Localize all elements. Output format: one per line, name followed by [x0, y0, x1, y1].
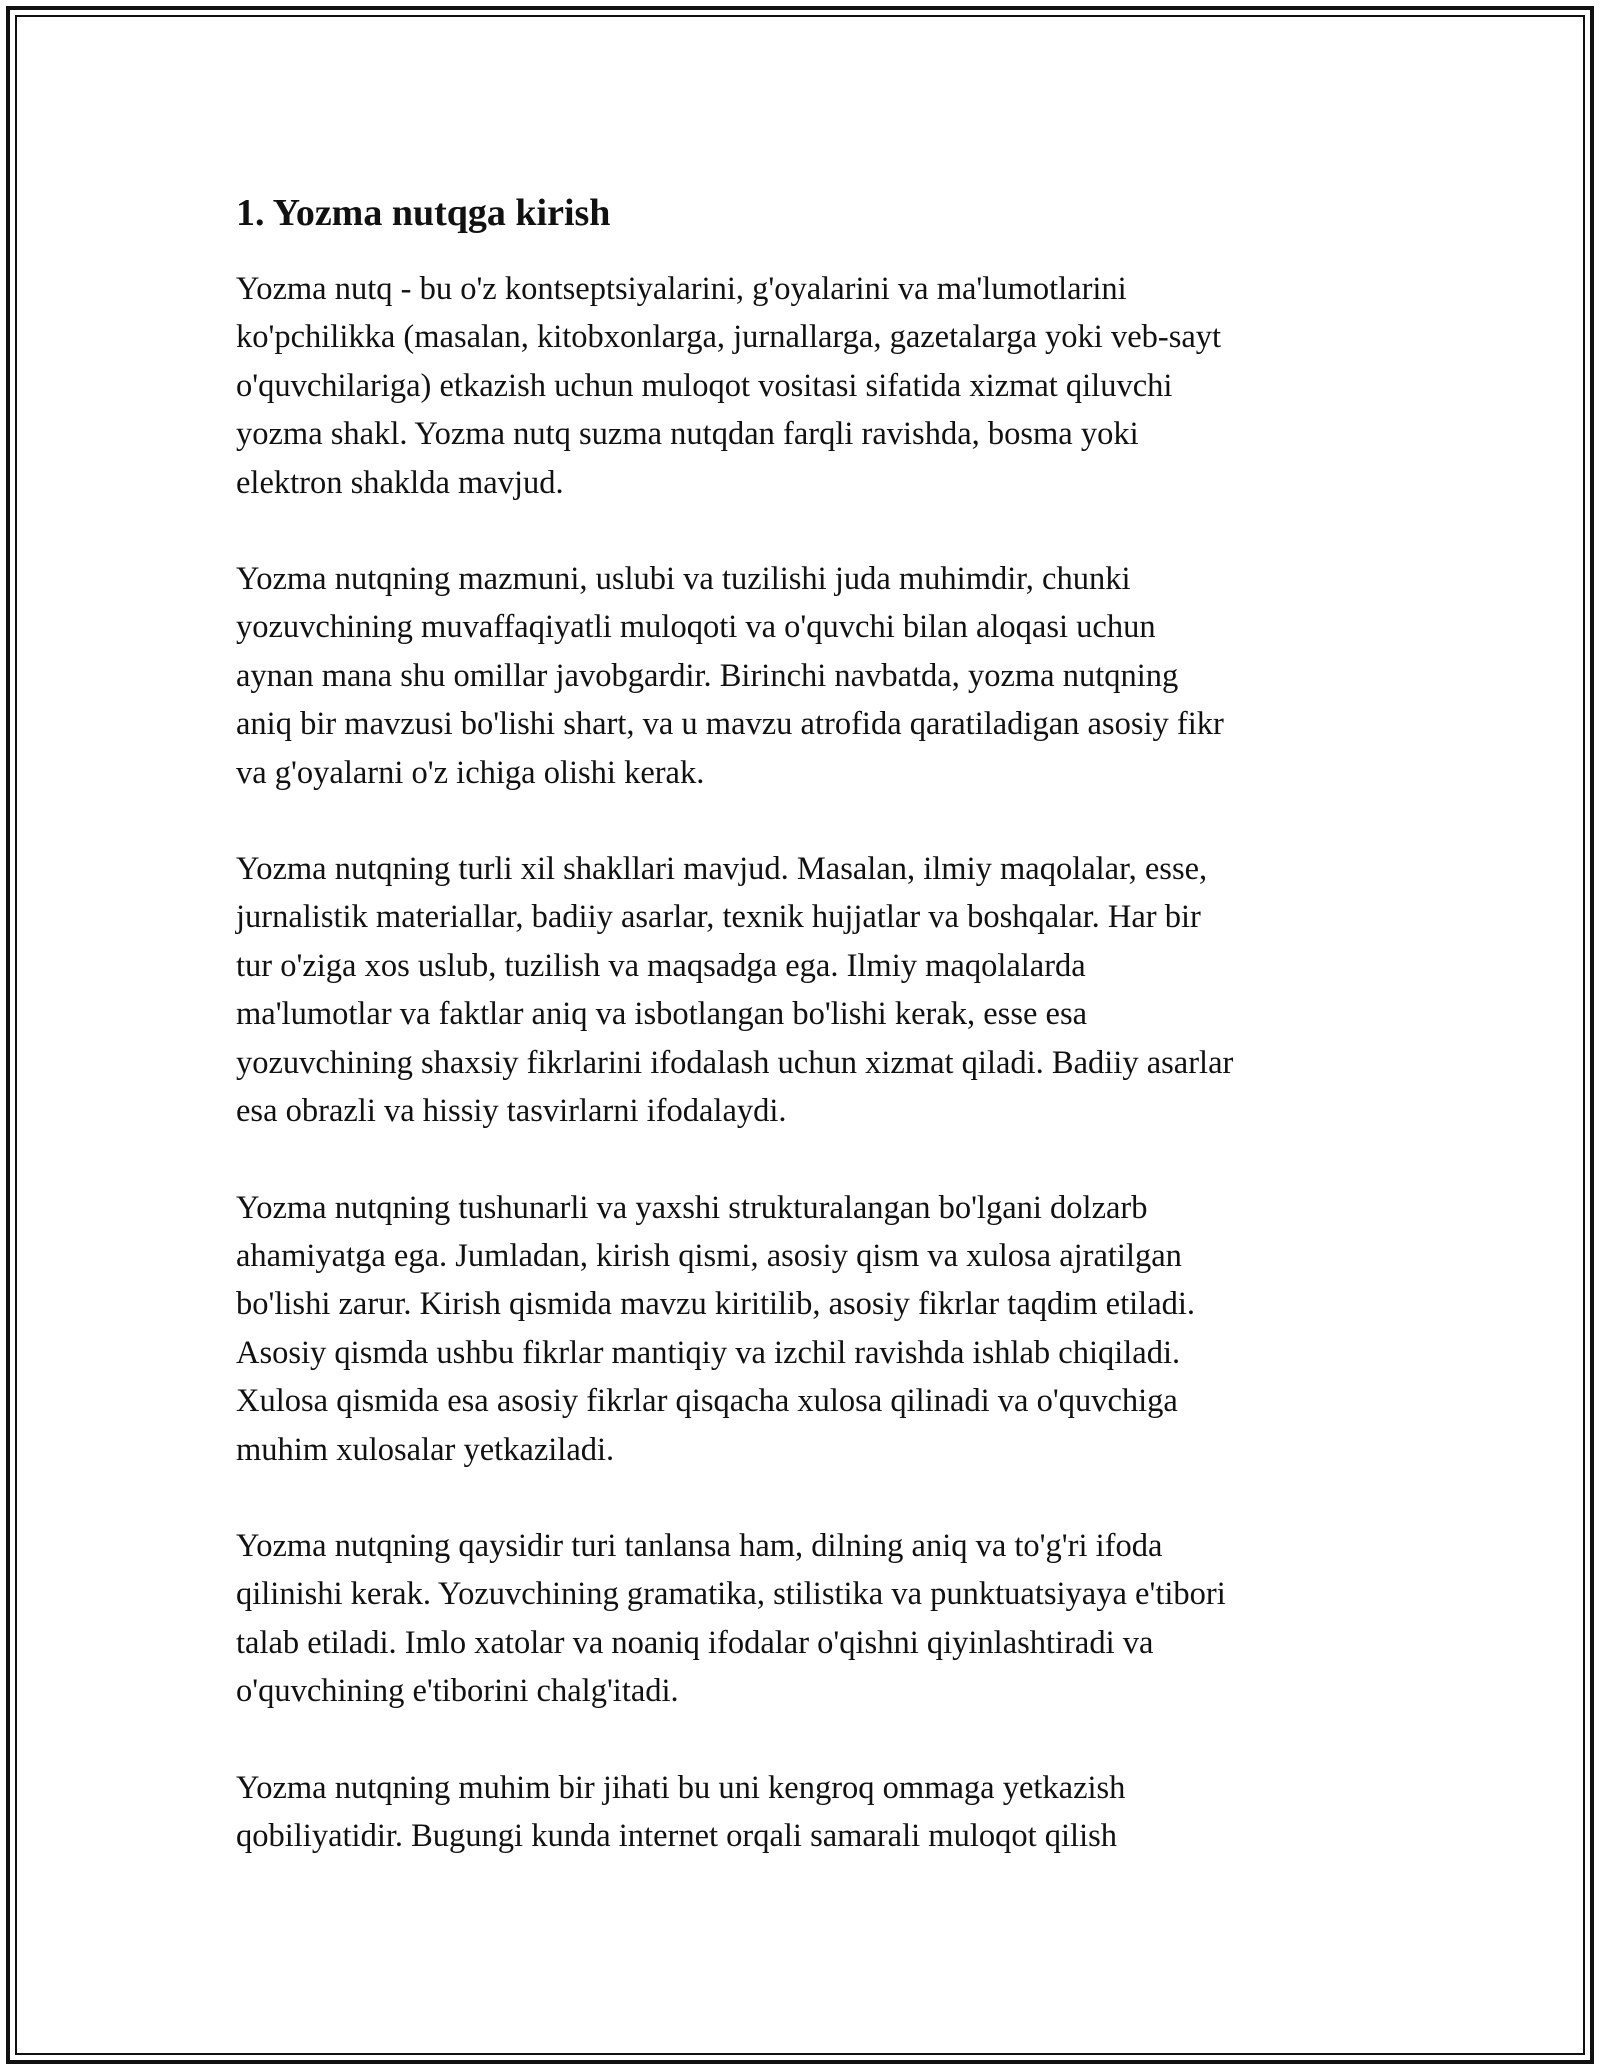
text-line: elektron shaklda mavjud.: [236, 464, 564, 501]
text-line: ahamiyatga ega. Jumladan, kirish qismi, asosiy qism va xulosa ajratilgan: [236, 1237, 1182, 1274]
text-line: esa obrazli va hissiy tasvirlarni ifodalaydi.: [236, 1093, 787, 1130]
text-line: Yozma nutqning qaysidir turi tanlansa ham, dilning aniq va to'g'ri ifoda: [236, 1527, 1163, 1564]
text-line: o'quvchining e'tiborini chalg'itadi.: [236, 1673, 679, 1710]
paragraph-6: [236, 1764, 1376, 1861]
text-line: aynan mana shu omillar javobgardir. Birinchi navbatda, yozma nutqning: [236, 657, 1179, 694]
text-line: Yozma nutq - bu o'z kontseptsiyalarini, g'oyalarini va ma'lumotlarini: [236, 271, 1127, 307]
text-line: Yozma nutqning tushunarli va yaxshi strukturalangan bo'lgani dolzarb: [236, 1189, 1148, 1226]
paragraph-5: [236, 1522, 1376, 1716]
text-line: yozuvchining muvaffaqiyatli muloqoti va o'quvchi bilan aloqasi uchun: [236, 609, 1156, 646]
text-line: yozuvchining shaxsiy fikrlarini ifodalash uchun xizmat qiladi. Badiiy asarlar: [236, 1044, 1234, 1081]
text-line: jurnalistik materiallar, badiiy asarlar, texnik hujjatlar va boshqalar. Har bir: [236, 899, 1201, 936]
text-line: Yozma nutqning turli xil shakllari mavjud. Masalan, ilmiy maqolalar, esse,: [236, 851, 1208, 888]
text-line: bo'lishi zarur. Kirish qismida mavzu kiritilib, asosiy fikrlar taqdim etiladi.: [236, 1286, 1196, 1323]
text-line: ko'pchilikka (masalan, kitobxonlarga, jurnallarga, gazetalarga yoki veb-sayt: [236, 319, 1222, 356]
paragraph-3: [236, 845, 1376, 1135]
text-line: Yozma nutqning muhim bir jihati bu uni kengroq ommaga yetkazish: [236, 1769, 1126, 1806]
text-line: qobiliyatidir. Bugungi kunda internet orqali samarali muloqot qilish: [236, 1817, 1117, 1854]
text-line: Yozma nutqning mazmuni, uslubi va tuzilishi juda muhimdir, chunki: [236, 561, 1131, 598]
document-body: [236, 183, 1376, 1860]
text-line: o'quvchilariga) etkazish uchun muloqot vositasi sifatida xizmat qiluvchi: [236, 367, 1173, 404]
text-line: talab etiladi. Imlo xatolar va noaniq ifodalar o'qishni qiyinlashtiradi va: [236, 1624, 1154, 1661]
text-line: yozma shakl. Yozma nutq suzma nutqdan farqli ravishda, bosma yoki: [236, 416, 1139, 453]
text-line: tur o'ziga xos uslub, tuzilish va maqsadga ega. Ilmiy maqolalarda: [236, 947, 1086, 984]
text-line: Xulosa qismida esa asosiy fikrlar qisqacha xulosa qilinadi va o'quvchiga: [236, 1383, 1178, 1420]
paragraph-1: [236, 265, 1376, 507]
paragraph-4: [236, 1184, 1376, 1474]
text-line: va g'oyalarni o'z ichiga olishi kerak.: [236, 754, 705, 791]
text-line: qilinishi kerak. Yozuvchining gramatika, stilistika va punktuatsiyaya e'tibori: [236, 1576, 1226, 1613]
section-heading: 1. Yozma nutqga kirish: [236, 192, 611, 234]
paragraph-2: [236, 555, 1376, 797]
text-line: muhim xulosalar yetkaziladi.: [236, 1431, 615, 1468]
text-line: aniq bir mavzusi bo'lishi shart, va u mavzu atrofida qaratiladigan asosiy fikr: [236, 706, 1224, 743]
text-line: ma'lumotlar va faktlar aniq va isbotlangan bo'lishi kerak, esse esa: [236, 996, 1088, 1033]
text-line: Asosiy qismda ushbu fikrlar mantiqiy va izchil ravishda ishlab chiqiladi.: [236, 1334, 1181, 1371]
